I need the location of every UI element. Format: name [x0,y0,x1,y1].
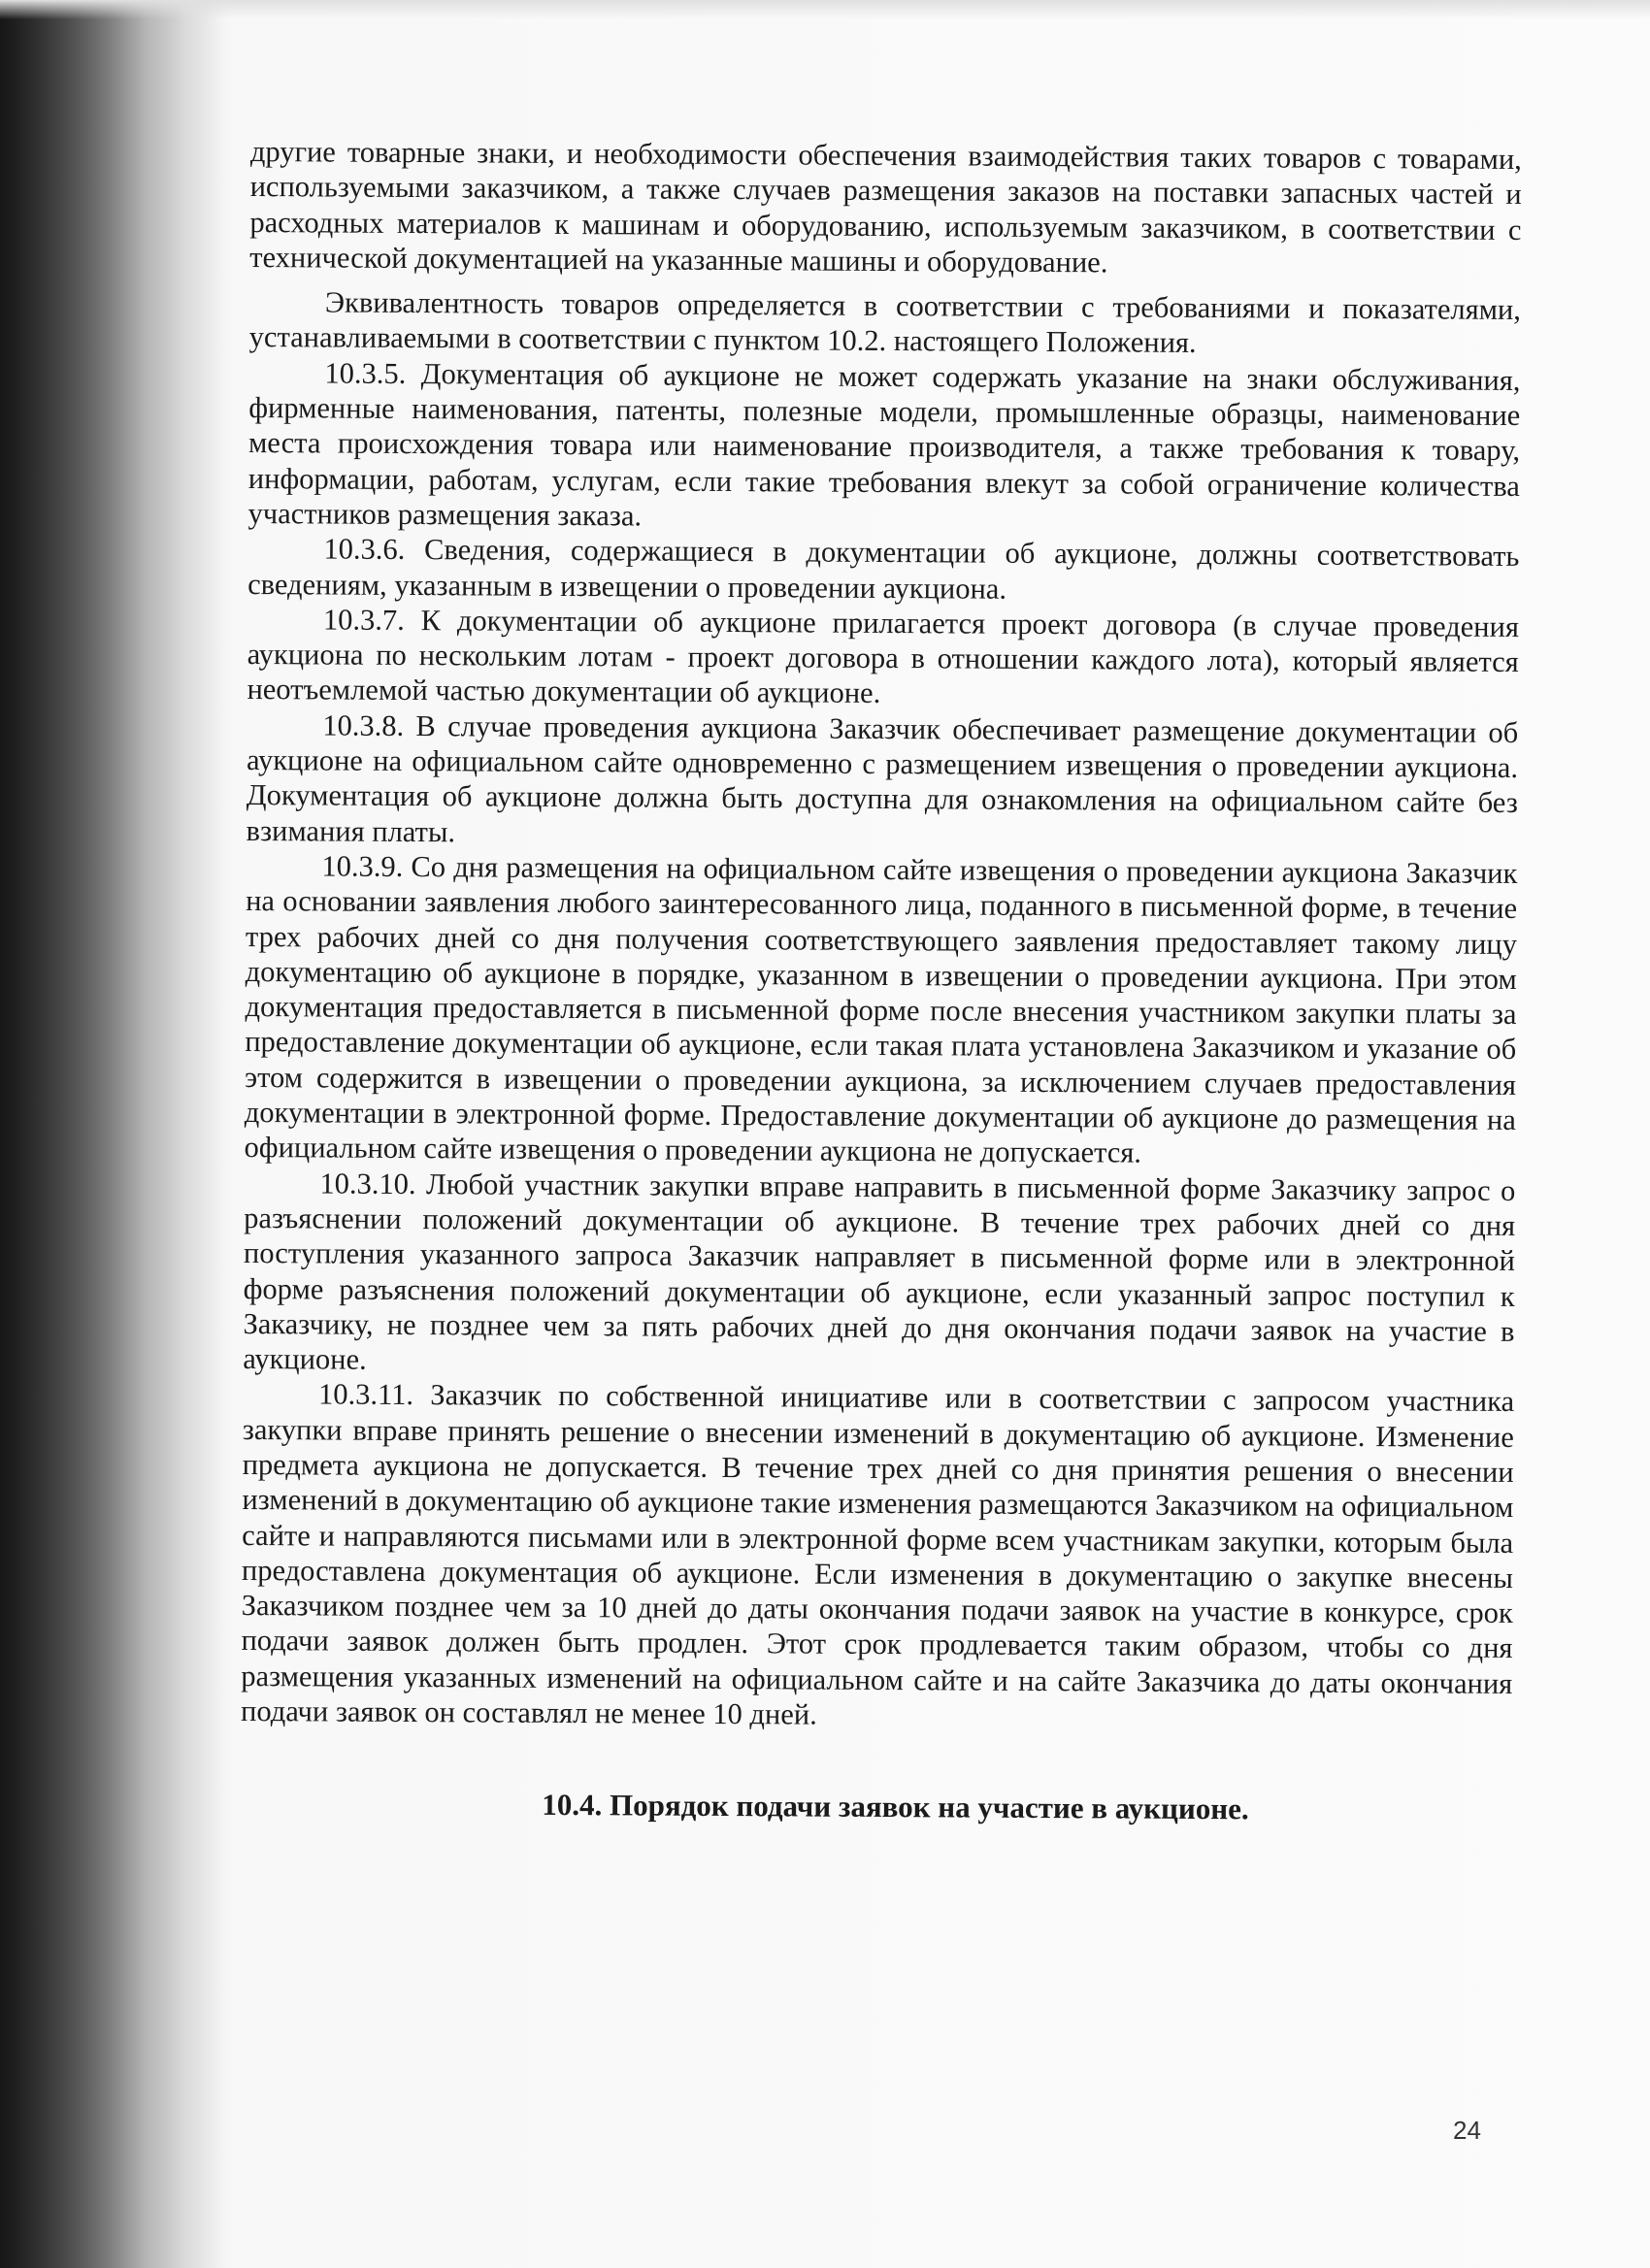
document-body [240,134,1522,1829]
paragraph-continuation: другие товарные знаки, и необходимости обеспечения взаимодействия таких товаров с товарами, используемыми заказчиком, а также случаев размещения заказов на поставки запасных частей и расходных материалов к машинам и оборудованию, используемым заказчиком, в соответствии с технической документацией на указанные машины и оборудование. [249,134,1522,279]
page-number: 24 [1453,2116,1481,2145]
page-edge [0,0,1650,19]
binding-shadow [0,0,223,2268]
paragraph-10-3-5: 10.3.5. Документация об аукционе не может содержать указание на знаки обслуживания, фирменные наименования, патенты, полезные модели, промышленные образцы, наименование места происхождения товара или наименование производителя, а также требования к товару, информации, работам, услугам, если такие требования влекут за собой ограничение количества участников размещения заказа. [248,356,1521,533]
paragraph-10-3-9: 10.3.9. Со дня размещения на официальном сайте извещения о проведении аукциона Заказчик на основании заявления любого заинтересованного лица, поданного в письменной форме, в течение трех рабочих дней со дня получения соответствующего заявления предоставляет такому лицу документацию об аукционе в порядке, указанном в извещении о проведении аукциона. При этом документация предоставляется в письменной форме после внесения участником закупки платы за предоставление документации об аукционе, если такая плата установлена Заказчиком и указание об этом содержится в извещении о проведении аукциона, за исключением случаев предоставления документации в электронной форме. Предоставление документации об аукционе до размещения на официальном сайте извещения о проведении аукциона не допускается. [244,849,1518,1169]
paragraph-10-3-10: 10.3.10. Любой участник закупки вправе направить в письменной форме Заказчику запрос о разъяснении положений документации об аукционе. В течение трех рабочих дней со дня поступления указанного запроса Заказчик направляет в письменной форме или в электронной форме разъяснения положений документации об аукционе, если указанный запрос поступил к Заказчику, не позднее чем за пять рабочих дней до дня окончания подачи заявок на участие в аукционе. [243,1167,1516,1376]
paragraph-10-3-8: 10.3.8. В случае проведения аукциона Заказчик обеспечивает размещение документации об аукционе на официальном сайте одновременно с размещением извещения о проведении аукциона. Документация об аукционе должна быть доступна для ознакомления на официальном сайте без взимания платы. [246,708,1519,848]
paragraph-10-3-6: 10.3.6. Сведения, содержащиеся в документации об аукционе, должны соответствовать сведениям, указанным в извещении о проведении аукциона. [248,532,1520,606]
section-heading: 10.4. Порядок подачи заявок на участие в аукционе. [542,1788,1249,1826]
paragraph-equivalence: Эквивалентность товаров определяется в соответствии с требованиями и показателями, устанавливаемыми в соответствии с пунктом 10.2. настоящего Положения. [248,285,1522,360]
paragraph-10-3-7: 10.3.7. К документации об аукционе прилагается проект договора (в случае проведения аукциона по нескольким лотам - проект договора в отношении каждого лота), который является неотъемлемой частью документации об аукционе. [247,603,1520,710]
paragraph-10-3-11: 10.3.11. Заказчик по собственной инициативе или в соответствии с запросом участника закупки вправе принять решение о внесении изменений в документацию об аукционе. Изменение предмета аукциона не допускается. В течение трех дней со дня принятия решения о внесении изменений в документацию об аукционе такие изменения размещаются Заказчиком на официальном сайте и направляются письмами или в электронной форме всем участникам закупки, которым была предоставлена документация об аукционе. Если изменения в документацию о закупке внесены Заказчиком позднее чем за 10 дней до даты окончания подачи заявок на участие в конкурсе, срок подачи заявок должен быть продлен. Этот срок продлевается таким образом, чтобы со дня размещения указанных изменений на официальном сайте и на сайте Заказчика до даты окончания подачи заявок он составлял не менее 10 дней. [240,1377,1515,1731]
